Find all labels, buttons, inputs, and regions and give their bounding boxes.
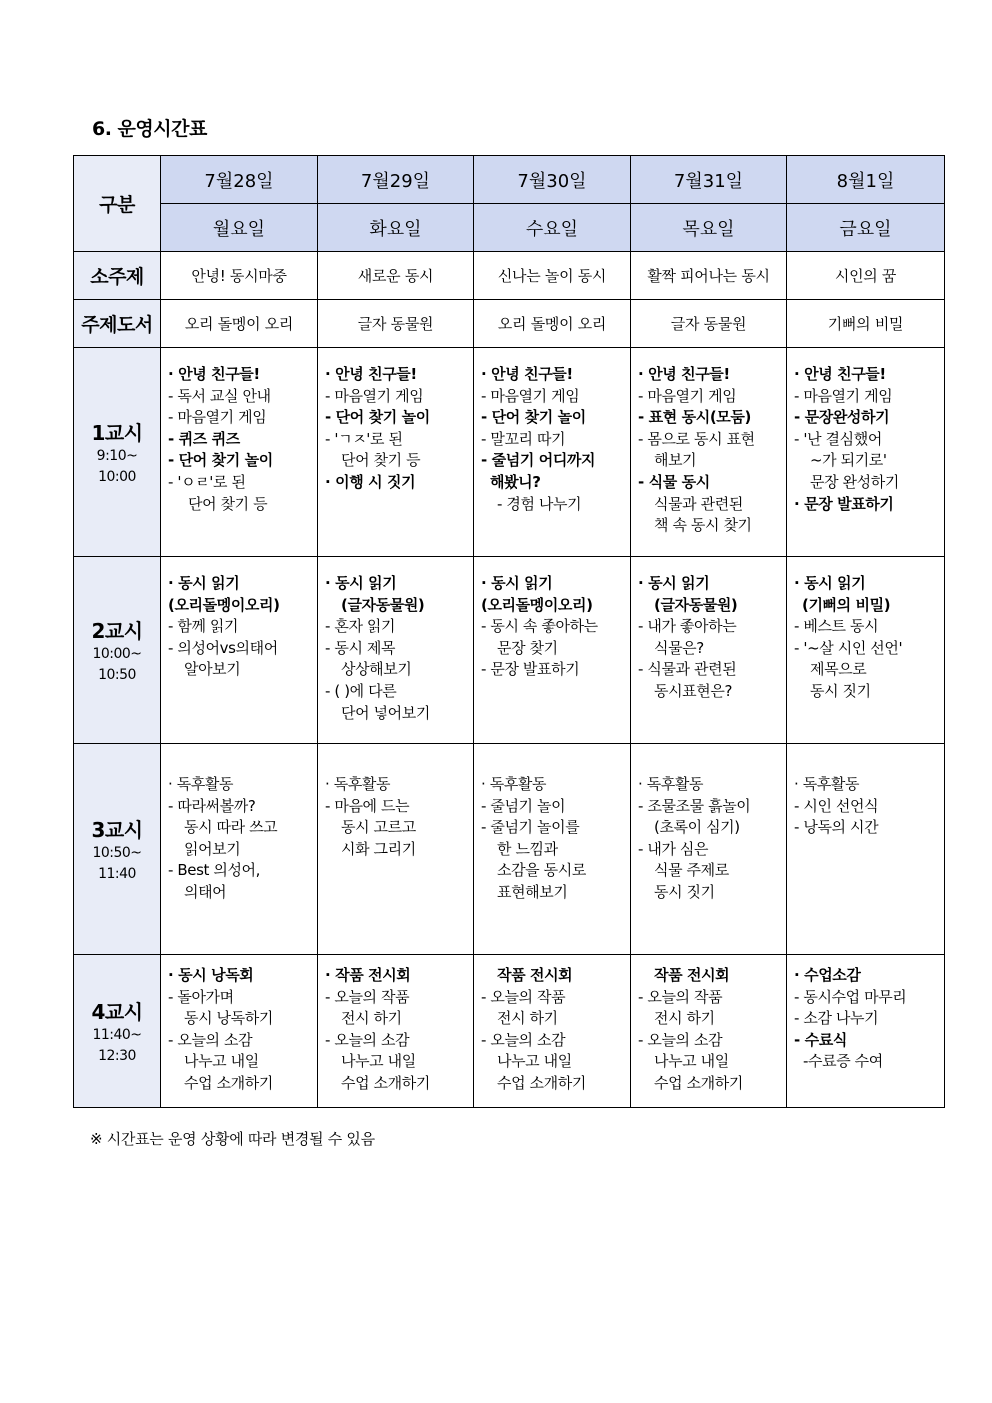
activity-line: - 마음열기 게임: [325, 386, 424, 405]
activity-line: · 문장 발표하기: [794, 494, 894, 513]
activity-line: · 동시 읽기: [168, 574, 240, 592]
period-time-end: 10:00: [98, 468, 136, 485]
activity-line: · 독후활동: [481, 775, 547, 793]
activity-line: · 안녕 친구들!: [168, 365, 260, 383]
period-time-start: 9:10~: [96, 447, 138, 464]
activity-line: 읽어보기: [184, 839, 241, 858]
activity-line: - 동시 제목: [325, 638, 396, 657]
activity-line: - 돌아가며: [168, 987, 234, 1006]
activity-line: - 단어 찾기 놀이: [325, 408, 430, 427]
activity-line: - 동시수업 마무리: [794, 987, 907, 1006]
activity-cell: [474, 557, 631, 744]
activity-line: (글자동물원): [341, 595, 425, 614]
activity-cell: [161, 348, 318, 557]
period-time-start: 11:40~: [92, 1026, 142, 1043]
activity-line: · 동시 읽기: [481, 574, 553, 592]
activity-line: 식물 주제로: [654, 861, 729, 880]
period-label: [74, 557, 161, 744]
activity-cell: [631, 744, 787, 955]
activity-line: 동시 짓기: [654, 882, 715, 901]
book-cell: 글자 동물원: [318, 300, 474, 348]
activity-line: 단어 넣어보기: [341, 703, 430, 722]
activity-line: · 안녕 친구들!: [325, 365, 417, 383]
activity-line: - 의성어vs의태어: [168, 638, 278, 657]
activity-cell: [318, 955, 474, 1108]
activity-line: - 식물 동시: [638, 472, 710, 491]
book-row: [74, 300, 945, 348]
activity-line: - 따라써볼까?: [168, 796, 256, 815]
weekday-header: 월요일: [161, 204, 318, 252]
activity-cell: [161, 744, 318, 955]
date-header: 8월1일: [787, 156, 945, 204]
activity-line: 표현해보기: [497, 882, 568, 901]
activity-cell: [318, 348, 474, 557]
period-time-end: 12:30: [98, 1047, 136, 1064]
weekday-header: 금요일: [787, 204, 945, 252]
activity-line: - 단어 찾기 놀이: [481, 408, 586, 427]
activity-line: 전시 하기: [497, 1009, 558, 1028]
period-row: [74, 955, 945, 1108]
activity-line: (글자동물원): [654, 595, 738, 614]
activity-cell: [631, 955, 787, 1108]
activity-cell: [474, 348, 631, 557]
activity-line: - 단어 찾기 놀이: [168, 451, 273, 470]
activity-line: 수업 소개하기: [184, 1073, 273, 1092]
activity-line: - 줄넘기 어디까지: [481, 451, 596, 470]
activity-line: -수료증 수여: [803, 1052, 883, 1071]
activity-line: 식물과 관련된: [654, 494, 743, 513]
activity-line: - 식물과 관련된: [638, 660, 737, 679]
activity-line: - 'ㄱㅈ'로 된: [325, 429, 403, 448]
activity-line: 수업 소개하기: [341, 1073, 430, 1092]
activity-line: ~가 되기로': [810, 451, 887, 470]
activity-line: 문장 완성하기: [810, 472, 899, 491]
activity-line: - 오늘의 작품: [481, 987, 566, 1006]
date-header: 7월30일: [474, 156, 631, 204]
activity-line: - '~살 시인 선언': [794, 638, 903, 657]
activity-line: 나누고 내일: [497, 1052, 572, 1071]
weekday-header: 화요일: [318, 204, 474, 252]
weekday-row: [74, 204, 945, 252]
activity-line: 시화 그리기: [341, 839, 416, 858]
date-header: 7월29일: [318, 156, 474, 204]
period-time-start: 10:50~: [92, 844, 142, 861]
period-name: 2교시: [91, 618, 143, 643]
period-row: [74, 348, 945, 557]
book-cell: 기뻐의 비밀: [787, 300, 945, 348]
period-label: [74, 348, 161, 557]
activity-line: - ( )에 다른: [325, 681, 397, 700]
activity-line: - 마음열기 게임: [168, 408, 267, 427]
activity-line: - 오늘의 소감: [325, 1030, 410, 1049]
activity-line: · 안녕 친구들!: [638, 365, 730, 383]
activity-line: 작품 전시회: [497, 966, 573, 984]
activity-cell: [318, 744, 474, 955]
activity-line: (오리돌멩이오리): [481, 595, 593, 614]
activity-line: - 마음에 드는: [325, 796, 410, 815]
period-name: 4교시: [91, 999, 143, 1024]
activity-line: (오리돌멩이오리): [168, 595, 280, 614]
activity-line: 동시 고르고: [341, 818, 416, 837]
activity-line: - 오늘의 소감: [638, 1030, 723, 1049]
book-cell: 오리 돌멩이 오리: [474, 300, 631, 348]
activity-line: · 동시 낭독회: [168, 966, 254, 984]
activity-line: - 시인 선언식: [794, 796, 879, 815]
activity-cell: [787, 557, 945, 744]
topic-cell: 시인의 꿈: [787, 252, 945, 300]
activity-line: 나누고 내일: [654, 1052, 729, 1071]
activity-line: 문장 찾기: [497, 638, 558, 657]
activity-line: · 독후활동: [638, 775, 704, 793]
activity-line: 작품 전시회: [654, 966, 730, 984]
activity-line: 단어 찾기 등: [188, 494, 268, 513]
activity-line: 해봤니?: [490, 472, 541, 491]
activity-line: 제목으로: [810, 660, 867, 679]
activity-line: 동시 짓기: [810, 681, 871, 700]
activity-line: - 표현 동시(모둠): [638, 408, 751, 427]
activity-line: - 마음열기 게임: [481, 386, 580, 405]
activity-line: - 소감 나누기: [794, 1009, 879, 1028]
activity-line: - 말꼬리 따기: [481, 429, 566, 448]
activity-line: - 내가 심은: [638, 839, 709, 858]
period-name: 1교시: [91, 420, 143, 445]
activity-line: (초록이 심기): [654, 818, 740, 837]
topic-cell: 안녕! 동시마중: [161, 252, 318, 300]
activity-cell: [631, 348, 787, 557]
book-cell: 오리 돌멩이 오리: [161, 300, 318, 348]
activity-line: 수업 소개하기: [497, 1073, 586, 1092]
activity-line: (기뻐의 비밀): [802, 595, 891, 614]
activity-line: 책 속 동시 찾기: [654, 516, 752, 535]
activity-line: 수업 소개하기: [654, 1073, 743, 1092]
topic-cell: 새로운 동시: [318, 252, 474, 300]
activity-line: · 동시 읽기: [325, 574, 397, 592]
activity-line: 전시 하기: [341, 1009, 402, 1028]
activity-line: - 오늘의 작품: [638, 987, 723, 1006]
activity-cell: [474, 955, 631, 1108]
activity-line: - 낭독의 시간: [794, 818, 879, 837]
book-cell: 글자 동물원: [631, 300, 787, 348]
activity-line: 소감을 동시로: [497, 861, 586, 880]
topic-cell: 신나는 놀이 동시: [474, 252, 631, 300]
period-time-end: 11:40: [98, 865, 136, 882]
activity-line: - 줄넘기 놀이를: [481, 818, 580, 837]
activity-line: - 독서 교실 안내: [168, 386, 271, 405]
activity-line: - 마음열기 게임: [638, 386, 737, 405]
activity-line: - 함께 읽기: [168, 617, 239, 636]
book-label: 주제도서: [74, 300, 161, 348]
activity-line: - 퀴즈 퀴즈: [168, 429, 240, 448]
section-heading: 6. 운영시간표: [92, 118, 207, 140]
period-row: [74, 557, 945, 744]
activity-line: - 문장 발표하기: [481, 660, 580, 679]
topic-label: 소주제: [74, 252, 161, 300]
corner-label: 구분: [74, 156, 161, 252]
activity-line: · 작품 전시회: [325, 966, 411, 984]
activity-line: 한 느낌과: [497, 839, 558, 858]
activity-line: 해보기: [654, 451, 697, 470]
activity-line: · 이행 시 짓기: [325, 472, 416, 491]
activity-line: - 몸으로 동시 표현: [638, 429, 755, 448]
activity-cell: [787, 955, 945, 1108]
period-name: 3교시: [91, 817, 143, 842]
date-header: 7월31일: [631, 156, 787, 204]
activity-line: - 내가 좋아하는: [638, 617, 737, 636]
activity-line: · 안녕 친구들!: [481, 365, 573, 383]
activity-line: 전시 하기: [654, 1009, 715, 1028]
activity-line: - 조물조물 흙놀이: [638, 796, 751, 815]
activity-line: 알아보기: [184, 660, 241, 679]
period-label: [74, 744, 161, 955]
activity-line: - Best 의성어,: [168, 861, 261, 880]
weekday-header: 목요일: [631, 204, 787, 252]
weekday-header: 수요일: [474, 204, 631, 252]
topic-row: [74, 252, 945, 300]
activity-line: 식물은?: [654, 638, 704, 657]
activity-cell: [631, 557, 787, 744]
activity-line: - 'ㅇㄹ'로 된: [168, 472, 246, 491]
activity-line: - 오늘의 소감: [168, 1030, 253, 1049]
activity-line: - 베스트 동시: [794, 617, 879, 636]
period-time-start: 10:00~: [92, 645, 142, 662]
activity-line: · 동시 읽기: [638, 574, 710, 592]
activity-line: 동시 낭독하기: [184, 1009, 273, 1028]
footnote: ※ 시간표는 운영 상황에 따라 변경될 수 있음: [90, 1130, 375, 1148]
activity-line: 동시 따라 쓰고: [184, 818, 278, 837]
activity-line: 상상해보기: [341, 660, 412, 679]
activity-line: - 오늘의 소감: [481, 1030, 566, 1049]
activity-line: - 오늘의 작품: [325, 987, 410, 1006]
activity-line: · 독후활동: [325, 775, 391, 793]
activity-line: · 독후활동: [794, 775, 860, 793]
activity-line: - 마음열기 게임: [794, 386, 893, 405]
activity-line: · 수업소감: [794, 966, 861, 984]
activity-line: - 문장완성하기: [794, 408, 890, 427]
activity-cell: [318, 557, 474, 744]
activity-line: · 독후활동: [168, 775, 234, 793]
activity-line: 의태어: [184, 882, 227, 901]
activity-line: 나누고 내일: [341, 1052, 416, 1071]
date-header: 7월28일: [161, 156, 318, 204]
period-label: [74, 955, 161, 1108]
activity-line: - 동시 속 좋아하는: [481, 617, 598, 636]
period-row: [74, 744, 945, 955]
activity-line: - 줄넘기 놀이: [481, 796, 566, 815]
activity-cell: [161, 955, 318, 1108]
topic-cell: 활짝 피어나는 동시: [631, 252, 787, 300]
period-time-end: 10:50: [98, 666, 136, 683]
activity-line: 나누고 내일: [184, 1052, 259, 1071]
activity-line: - 혼자 읽기: [325, 617, 396, 636]
activity-line: 동시표현은?: [654, 681, 733, 700]
schedule-table: [73, 155, 945, 1108]
activity-cell: [161, 557, 318, 744]
activity-cell: [787, 744, 945, 955]
date-row: [74, 156, 945, 204]
activity-line: - 수료식: [794, 1030, 847, 1049]
activity-line: 단어 찾기 등: [341, 451, 421, 470]
activity-line: - 경험 나누기: [497, 494, 582, 513]
activity-line: · 안녕 친구들!: [794, 365, 886, 383]
activity-cell: [474, 744, 631, 955]
activity-cell: [787, 348, 945, 557]
activity-line: · 동시 읽기: [794, 574, 866, 592]
activity-line: - '난 결심했어: [794, 429, 882, 448]
